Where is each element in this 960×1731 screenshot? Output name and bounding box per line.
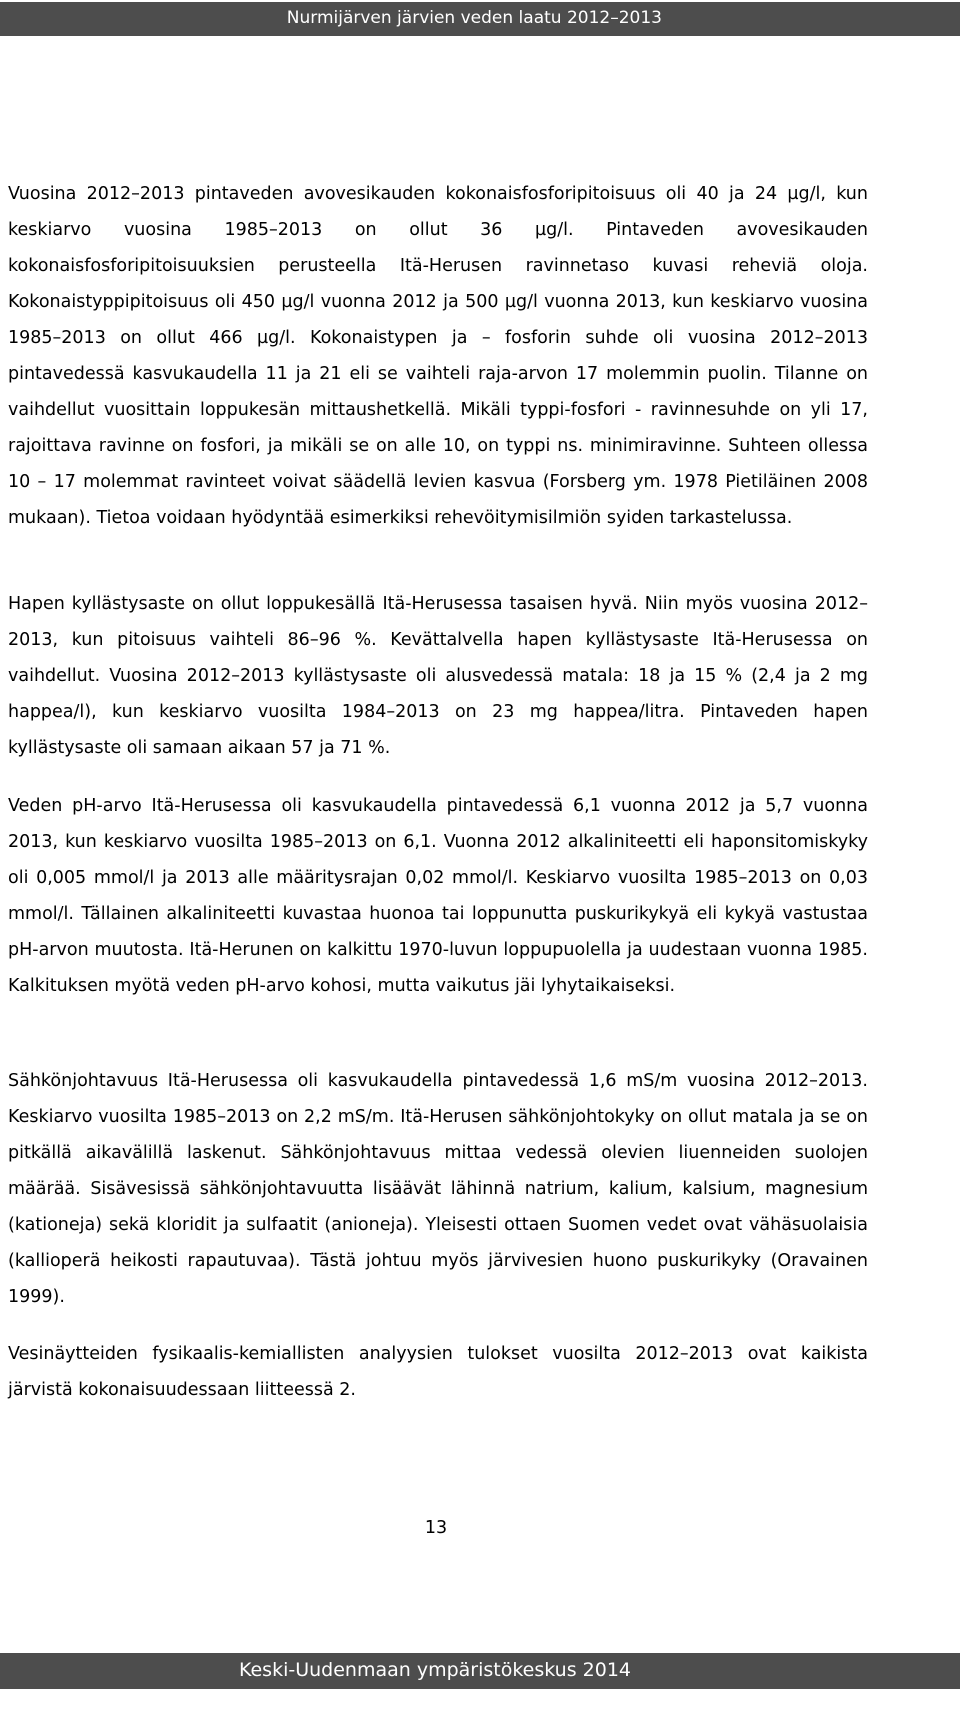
page-number: 13	[424, 1518, 448, 1538]
paragraph-ph-alkalinity: Veden pH-arvo Itä-Herusessa oli kasvukaudella pintavedessä 6,1 vuonna 2012 ja 5,7 vuonna 2013, kun keskiarvo vuosilta 1985–2013 on 6,1. Vuonna 2012 alkaliniteetti eli haponsitomiskyky oli 0,005 mmol/l ja 2013 alle määritysrajan 0,02 mmol/l. Keskiarvo vuosilta 1985–2013 on 0,03 mmol/l. Tällainen alkaliniteetti kuvastaa huonoa tai loppunutta puskurikykyä eli kykyä vastustaa pH-arvon muutosta. Itä-Herunen on kalkittu 1970-luvun loppupuolella ja uudestaan vuonna 1985. Kalkituksen myötä veden pH-arvo kohosi, mutta vaikutus jäi lyhytaikaiseksi.	[8, 796, 868, 996]
footer-text: Keski-Uudenmaan ympäristökeskus 2014	[238, 1659, 632, 1681]
page-footer	[0, 1653, 960, 1689]
paragraph-conductivity: Sähkönjohtavuus Itä-Herusessa oli kasvukaudella pintavedessä 1,6 mS/m vuosina 2012–2013. Keskiarvo vuosilta 1985–2013 on 2,2 mS/m. Itä-Herusen sähkönjohtokyky on ollut matala ja se on pitkällä aikavälillä laskenut. Sähkönjohtavuus mittaa vedessä olevien liuenneiden suolojen määrää. Sisävesissä sähkönjohtavuutta lisäävät lähinnä natrium, kalium, kalsium, magnesium (kationeja) sekä kloridit ja sulfaatit (anioneja). Yleisesti ottaen Suomen vedet ovat vähäsuolaisia (kallioperä heikosti rapautuvaa). Tästä johtuu myös järvivesien huono puskurikyky (Oravainen 1999).	[8, 1071, 868, 1307]
paragraph-appendix-reference: Vesinäytteiden fysikaalis-kemiallisten analyysien tulokset vuosilta 2012–2013 ovat kaikista järvistä kokonaisuudessaan liitteessä 2.	[8, 1344, 868, 1400]
paragraph-oxygen: Hapen kyllästysaste on ollut loppukesällä Itä-Herusessa tasaisen hyvä. Niin myös vuosina 2012–2013, kun pitoisuus vaihteli 86–96 %. Kevättalvella hapen kyllästysaste Itä-Herusessa on vaihdellut. Vuosina 2012–2013 kyllästysaste oli alusvedessä matala: 18 ja 15 % (2,4 ja 2 mg happea/l), kun keskiarvo vuosilta 1984–2013 on 23 mg happea/litra. Pintaveden hapen kyllästysaste oli samaan aikaan 57 ja 71 %.	[8, 594, 868, 758]
paragraph-phosphorus-nitrogen: Vuosina 2012–2013 pintaveden avovesikauden kokonaisfosforipitoisuus oli 40 ja 24 µg/l, kun keskiarvo vuosina 1985–2013 on ollut 36 µg/l. Pintaveden avovesikauden kokonaisfosforipitoisuuksien perusteella Itä-Herusen ravinnetaso kuvasi reheviä oloja. Kokonaistyppipitoisuus oli 450 µg/l vuonna 2012 ja 500 µg/l vuonna 2013, kun keskiarvo vuosina 1985–2013 on ollut 466 µg/l. Kokonaistypen ja – fosforin suhde oli vuosina 2012–2013 pintavedessä kasvukaudella 11 ja 21 eli se vaihteli raja-arvon 17 molemmin puolin. Tilanne on vaihdellut vuosittain loppukesän mittaushetkellä. Mikäli typpi-fosfori - ravinnesuhde on yli 17, rajoittava ravinne on fosfori, ja mikäli se on alle 10, on typpi ns. minimiravinne. Suhteen ollessa 10 – 17 molemmat ravinteet voivat säädellä levien kasvua (Forsberg ym. 1978 Pietiläinen 2008 mukaan). Tietoa voidaan hyödyntää esimerkiksi rehevöitymisilmiön syiden tarkastelussa.	[8, 184, 868, 528]
header-title: Nurmijärven järvien veden laatu 2012–2013	[286, 8, 662, 28]
page-header	[0, 2, 960, 36]
